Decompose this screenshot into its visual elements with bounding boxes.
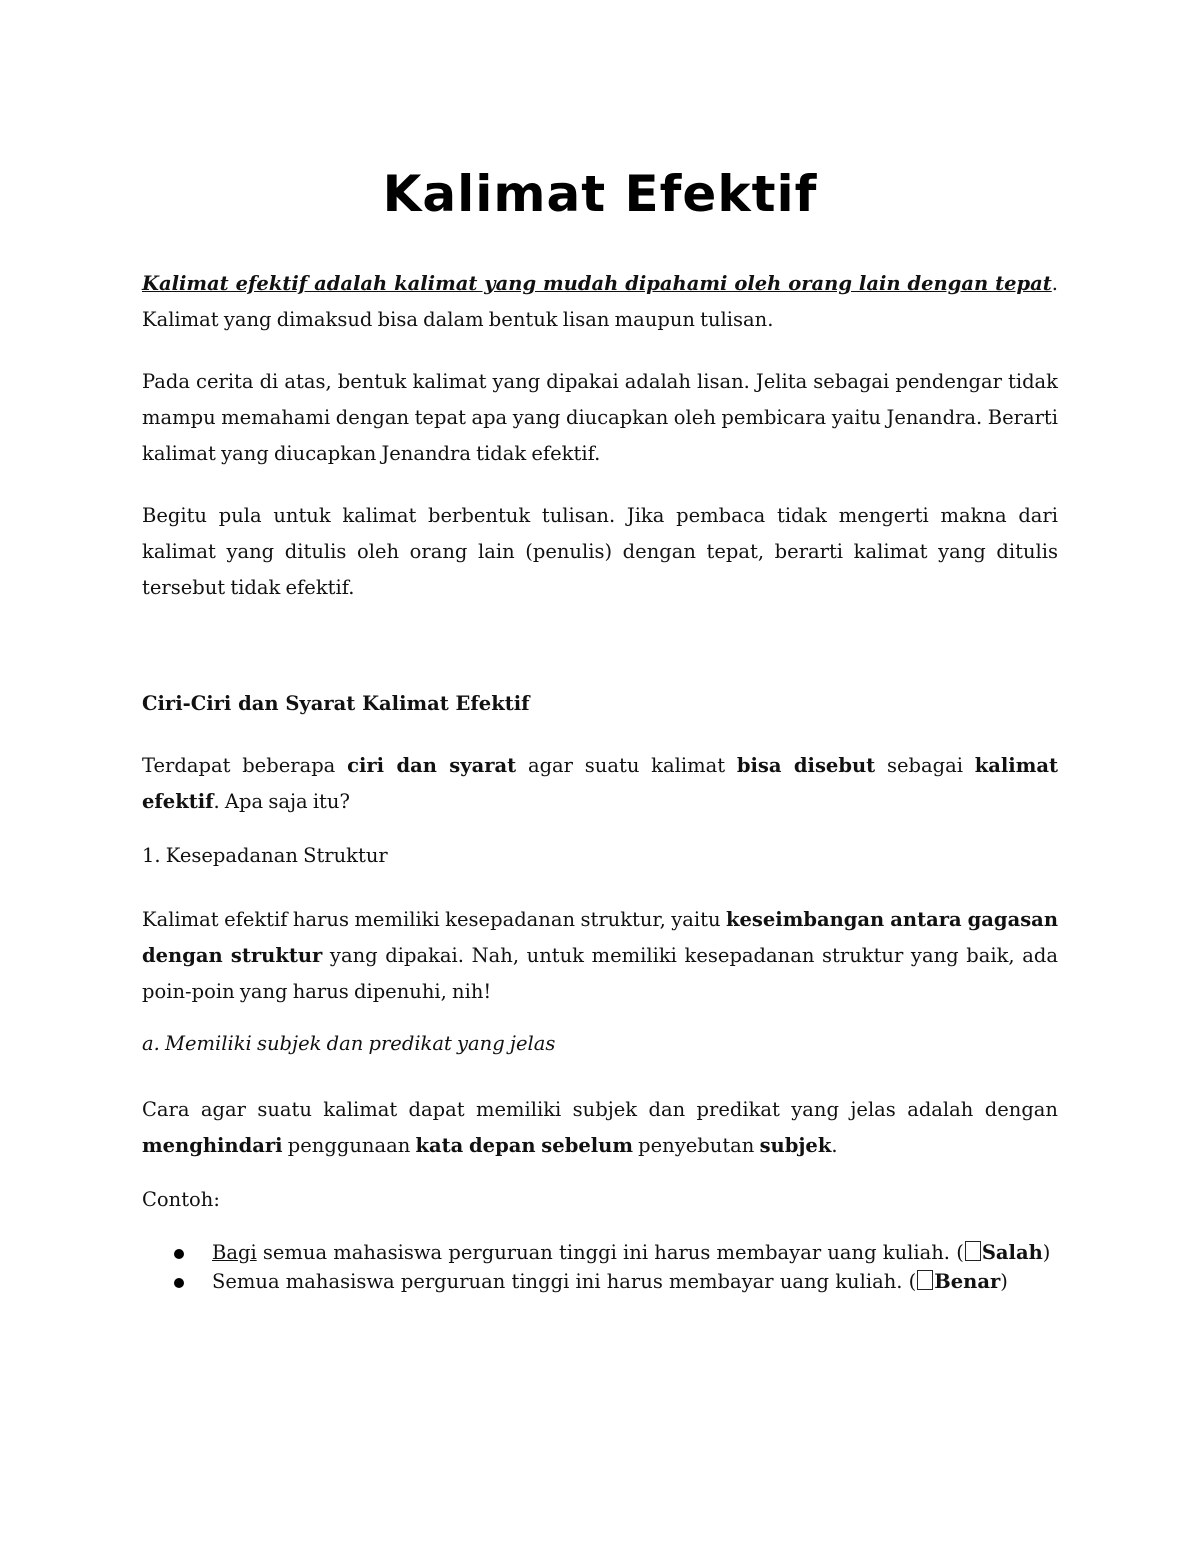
close-paren: ) [1042,1241,1051,1264]
list-item [142,1238,1058,1267]
bold-run: keseimbangan antara gagasan dengan struktur [142,908,1058,967]
bullet-icon [174,1278,184,1288]
bold-run: kalimat efektif [142,754,1058,813]
bold-run: bisa disebut [736,754,876,777]
examples-list [142,1238,1058,1296]
definition-text: Kalimat efektif adalah kalimat yang mudah dipahami oleh orang lain dengan tepat [142,272,1052,295]
point1-title-text: 1. Kesepadanan Struktur [142,844,388,867]
verdict-label: Benar [934,1270,1001,1293]
point1-body-paragraph [142,902,1058,1010]
bold-run: ciri dan syarat [347,754,517,777]
text-run: Terdapat beberapa [142,754,348,777]
sub-a-body [142,1092,1058,1164]
section-intro [142,748,1058,820]
contoh-label-text: Contoh: [142,1188,220,1211]
tulisan-paragraph: Begitu pula untuk kalimat berbentuk tulisan. Jika pembaca tidak mengerti makna dari kalimat yang ditulis oleh orang lain (penulis) dengan tepat, berarti kalimat yang ditulis tersebut tidak efektif. [142,504,1058,599]
sub-a-title-text: a. Memiliki subjek dan predikat yang jelas [142,1032,556,1055]
missing-glyph-icon [965,1241,981,1261]
intro-block [142,266,1058,606]
example-text: semua mahasiswa perguruan tinggi ini harus membayar uang kuliah. ( [256,1241,964,1264]
document-title: Kalimat Efektif [382,165,818,223]
bold-run: kata depan sebelum [415,1134,633,1157]
point1-title [142,838,1058,874]
text-run: Kalimat efektif harus memiliki kesepadanan struktur, yaitu [142,908,726,931]
example-text: Semua mahasiswa perguruan tinggi ini harus membayar uang kuliah. ( [212,1270,917,1293]
underlined-word: Bagi [212,1241,257,1264]
story-paragraph: Pada cerita di atas, bentuk kalimat yang dipakai adalah lisan. Jelita sebagai pendengar tidak mampu memahami dengan tepat apa yang diucapkan oleh pembicara yaitu Jenandra. Berarti kalimat yang diucapkan Jenandra tidak efektif. [142,370,1058,465]
text-run: . Apa saja itu? [213,790,350,813]
section-intro-paragraph [142,748,1058,820]
text-run: yang dipakai. Nah, untuk memiliki kesepadanan struktur yang baik, ada poin-poin yang harus dipenuhi, nih! [142,944,1058,1003]
sub-a-title [142,1026,1058,1062]
sub-a-body-paragraph [142,1092,1058,1164]
bold-run: menghindari [142,1134,283,1157]
contoh-label [142,1182,1058,1218]
text-run: penggunaan [282,1134,416,1157]
bullet-icon [174,1249,184,1259]
text-run: penyebutan [632,1134,760,1157]
point1-body [142,902,1058,1010]
text-run: agar suatu kalimat [516,754,737,777]
list-item [142,1267,1058,1296]
close-paren: ) [1000,1270,1008,1293]
text-run: Cara agar suatu kalimat dapat memiliki subjek dan predikat yang jelas adalah dengan [142,1098,1058,1121]
intro-paragraph [142,266,1058,338]
section-heading: Ciri-Ciri dan Syarat Kalimat Efektif [142,692,530,715]
text-run: sebagai [875,754,975,777]
text-run: . [831,1134,838,1157]
verdict-label: Salah [981,1241,1043,1264]
missing-glyph-icon [917,1270,933,1290]
bold-run: subjek [759,1134,832,1157]
intro-rest-text: . Kalimat yang dimaksud bisa dalam bentuk lisan maupun tulisan. [142,272,1058,331]
